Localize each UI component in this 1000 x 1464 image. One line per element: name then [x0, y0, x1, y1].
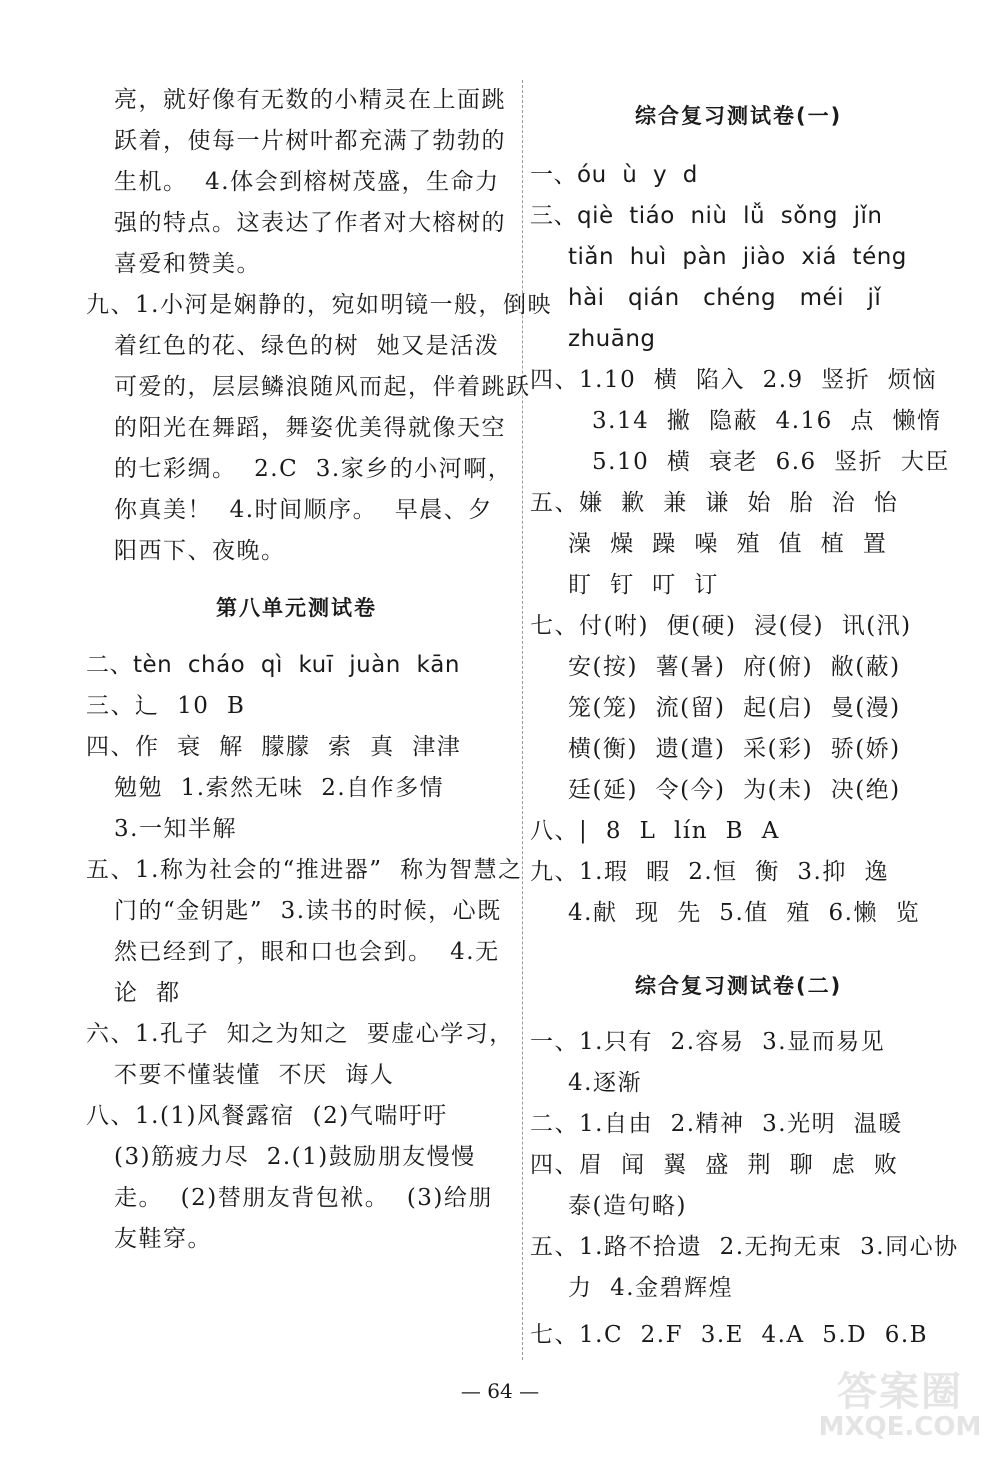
- text-line: 4.献 现 先 5.值 殖 6.懒 览: [568, 900, 921, 926]
- text-line: 论 都: [114, 980, 181, 1006]
- watermark-logo: [812, 1360, 988, 1460]
- text-line: 三、qiè tiáo niù lǚ sǒng jǐn: [530, 203, 883, 229]
- text-line: 然已经到了，眼和口也会到。 4.无: [114, 939, 500, 965]
- text-line: (3)筋疲力尽 2.(1)鼓励朋友慢慢: [114, 1144, 476, 1170]
- text-line: 3.14 撇 隐蔽 4.16 点 懒惰: [592, 408, 942, 434]
- text-line: 四、作 衰 解 朦朦 索 真 津津: [86, 734, 462, 760]
- text-line: 九、1.小河是娴静的，宛如明镜一般，倒映: [86, 292, 552, 318]
- text-line: 四、眉 闻 翼 盛 荆 聊 虑 败: [530, 1152, 899, 1178]
- watermark-text: 答案圈: [837, 1369, 963, 1415]
- text-line: 廷(延) 令(今) 为(未) 决(绝): [568, 777, 901, 803]
- text-line: 喜爱和赞美。: [114, 251, 261, 277]
- section-heading: 综合复习测试卷(二): [635, 974, 843, 998]
- text-line: 二、1.自由 2.精神 3.光明 温暖: [530, 1111, 903, 1137]
- text-line: 五、嫌 歉 兼 谦 始 胎 治 怡: [530, 490, 899, 516]
- text-line: 你真美！ 4.时间顺序。 早晨、夕: [114, 497, 493, 523]
- text-line: 七、1.C 2.F 3.E 4.A 5.D 6.B: [530, 1322, 929, 1348]
- text-line: 五、1.路不拾遗 2.无拘无束 3.同心协: [530, 1234, 959, 1260]
- text-line: 强的特点。这表达了作者对大榕树的: [114, 210, 506, 236]
- text-line: 可爱的，层层鳞浪随风而起，伴着跳跃: [114, 374, 531, 400]
- text-line: 走。 (2)替朋友背包袱。 (3)给朋: [114, 1185, 493, 1211]
- text-line: 横(衡) 遗(遣) 采(彩) 骄(娇): [568, 736, 901, 762]
- page-number: — 64 —: [460, 1379, 540, 1403]
- text-line: 四、1.10 横 陷入 2.9 竖折 烦恼: [530, 367, 937, 393]
- text-line: 安(按) 薯(暑) 府(俯) 敝(蔽): [568, 654, 901, 680]
- text-line: 生机。 4.体会到榕树茂盛，生命力: [114, 169, 500, 195]
- text-line: hài qián chéng méi jǐ: [568, 285, 882, 311]
- text-line: 3.一知半解: [114, 816, 237, 842]
- text-line: 五、1.称为社会的“推进器” 称为智慧之: [86, 857, 523, 883]
- text-line: 八、| 8 L lín B A: [530, 818, 780, 844]
- text-line: 六、1.孔子 知之为知之 要虚心学习，: [86, 1021, 514, 1047]
- text-line: 的七彩绸。 2.C 3.家乡的小河啊，: [114, 456, 513, 482]
- text-line: 的阳光在舞蹈，舞姿优美得就像天空: [114, 415, 506, 441]
- text-line: 友鞋穿。: [114, 1226, 212, 1252]
- text-line: 笼(笼) 流(留) 起(启) 曼(漫): [568, 695, 901, 721]
- text-line: 一、óu ù y d: [530, 162, 698, 188]
- text-line: 阳西下、夜晚。: [114, 538, 286, 564]
- text-line: zhuāng: [568, 326, 656, 352]
- text-line: 八、1.(1)风餐露宿 (2)气喘吁吁: [86, 1103, 448, 1129]
- text-line: 着红色的花、绿色的树 她又是活泼: [114, 333, 500, 359]
- text-line: 盯 钉 叮 订: [568, 572, 719, 598]
- text-line: 5.10 横 衰老 6.6 竖折 大臣: [592, 449, 950, 475]
- text-line: 勉勉 1.索然无味 2.自作多情: [114, 775, 445, 801]
- text-line: 一、1.只有 2.容易 3.显而易见: [530, 1029, 886, 1055]
- text-line: 二、tèn cháo qì kuī juàn kān: [86, 652, 460, 678]
- text-line: 亮，就好像有无数的小精灵在上面跳: [114, 87, 506, 113]
- text-line: 泰(造句略): [568, 1193, 687, 1219]
- text-line: 力 4.金碧辉煌: [568, 1275, 734, 1301]
- text-line: 跃着，使每一片树叶都充满了勃勃的: [114, 128, 506, 154]
- text-line: 三、辶 10 B: [86, 693, 246, 719]
- watermark-url: MXQE.COM: [818, 1412, 982, 1442]
- section-heading: 综合复习测试卷(一): [635, 104, 843, 128]
- text-line: 4.逐渐: [568, 1070, 642, 1096]
- text-line: 七、付(咐) 便(硬) 浸(侵) 讯(汛): [530, 613, 912, 639]
- text-line: 门的“金钥匙” 3.读书的时候，心既: [114, 898, 502, 924]
- text-line: tiǎn huì pàn jiào xiá téng: [568, 244, 907, 270]
- text-line: 不要不懂装懂 不厌 诲人: [114, 1062, 395, 1088]
- text-line: 澡 燥 躁 噪 殖 值 植 置: [568, 531, 888, 557]
- section-heading: 第八单元测试卷: [216, 596, 377, 620]
- text-line: 九、1.瑕 暇 2.恒 衡 3.抑 逸: [530, 859, 889, 885]
- column-divider: [522, 80, 523, 1360]
